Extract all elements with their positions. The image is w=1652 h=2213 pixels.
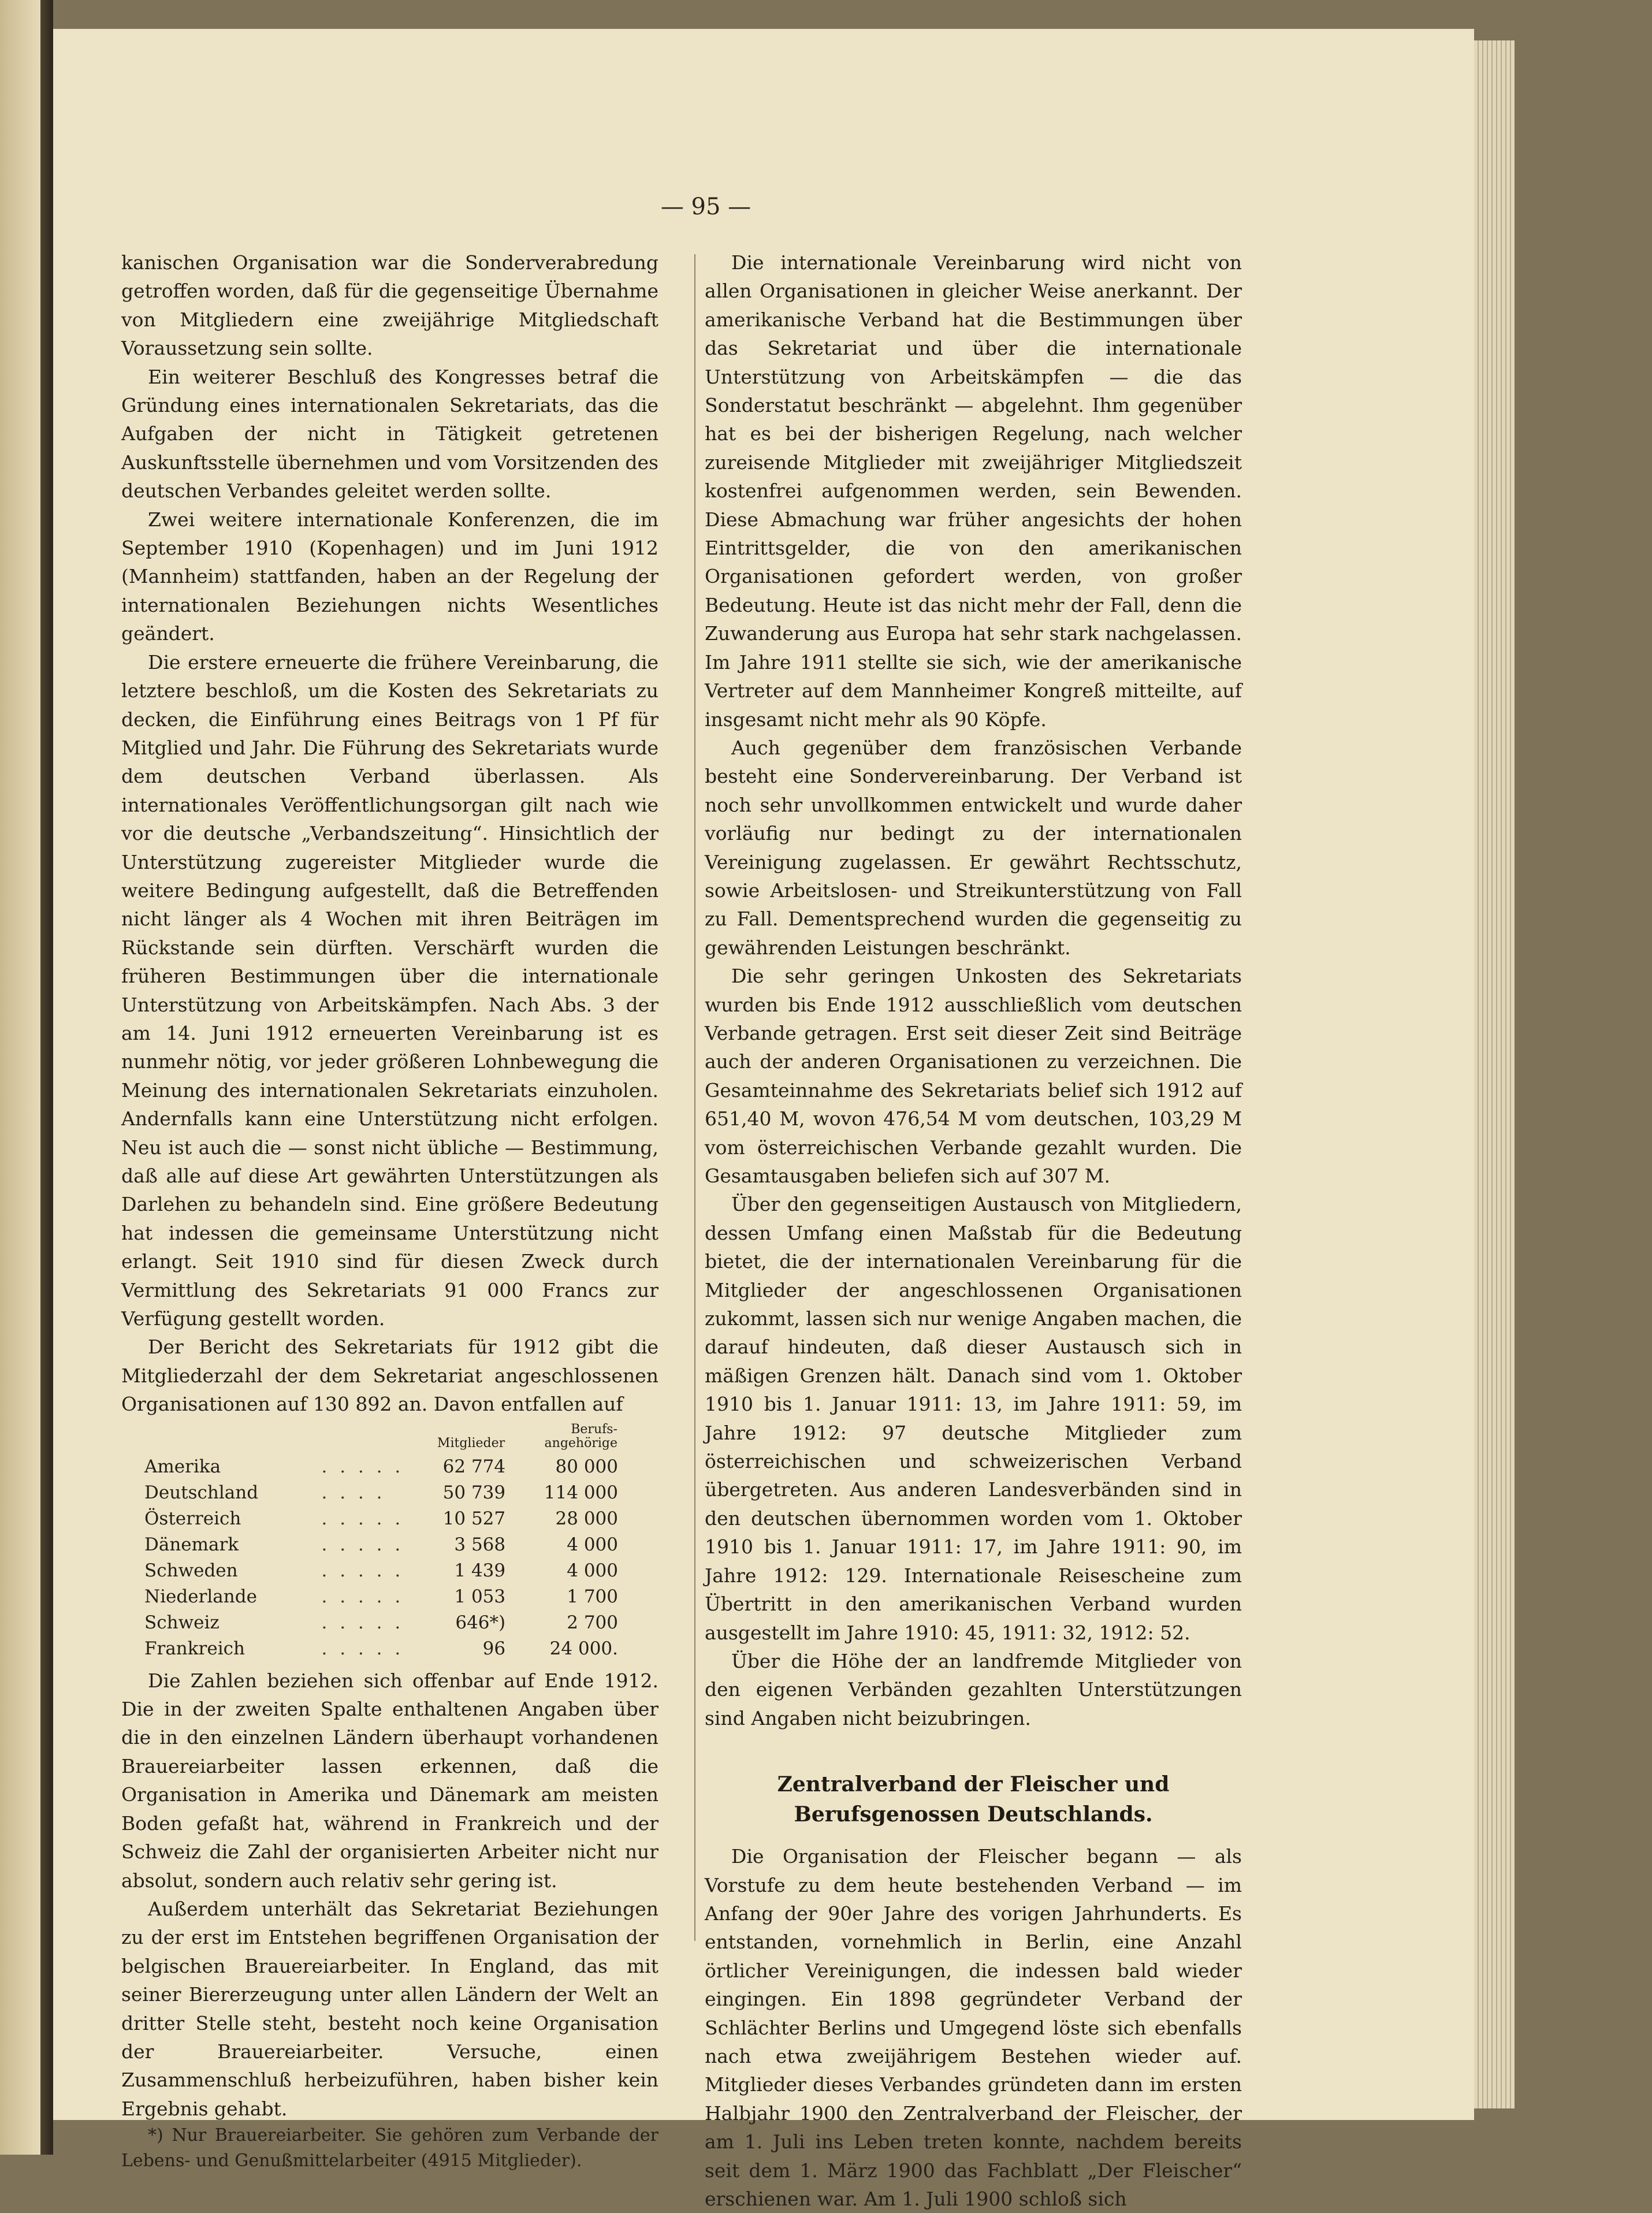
table-header-row: [144, 1422, 618, 1454]
country-cell: Niederlande: [144, 1586, 257, 1607]
footnote: *) Nur Brauereiarbeiter. Sie gehören zum Verbande der Lebens- und Genußmittelarbeiter (4915 Mitglieder).: [121, 2125, 658, 2171]
leader-dots: . . . . .: [321, 1534, 404, 1555]
paragraph: Die sehr geringen Unkosten des Sekretariats wurden bis Ende 1912 ausschließlich vom deutschen Verbande getragen. Erst seit dieser Zeit sind Beiträge auch der anderen Organisationen zu verzeichnen. Die Gesamteinnahme des Sekretariats belief sich 1912 auf 651,40 M, wovon 476,54 M vom deutschen, 103,29 M vom österreichischen Verbande gezahlt wurden. Die Gesamtausgaben beliefen sich auf 307 M.: [705, 965, 1242, 1187]
page-number: — 95 —: [660, 194, 751, 220]
leader-dots: . . . . .: [321, 1508, 404, 1529]
membership-table: [144, 1422, 618, 1662]
table-row: [144, 1636, 618, 1662]
right-column: [705, 248, 1242, 2213]
relatives-cell: 24 000.: [549, 1638, 618, 1659]
country-cell: Dänemark: [144, 1534, 239, 1555]
relatives-cell: 80 000: [555, 1456, 618, 1477]
leader-dots: . . . . .: [321, 1638, 404, 1659]
leader-dots: . . . . .: [321, 1612, 404, 1633]
members-cell: 1 439: [454, 1560, 506, 1581]
table-row: [144, 1480, 618, 1506]
leader-dots: . . . . .: [321, 1456, 404, 1477]
paragraph: Zwei weitere internationale Konferenzen, die im September 1910 (Kopenhagen) und im Juni 1912 (Mannheim) stattfanden, haben an der Regelung der internationalen Beziehungen nichts Wesentliches geändert.: [121, 508, 658, 645]
column-rule: [694, 254, 695, 1941]
relatives-cell: 4 000: [567, 1560, 618, 1581]
table-row: [144, 1610, 618, 1636]
members-cell: 10 527: [442, 1508, 506, 1529]
members-cell: 62 774: [442, 1456, 506, 1477]
country-cell: Schweden: [144, 1560, 238, 1581]
leader-dots: . . . .: [321, 1482, 386, 1503]
country-cell: Schweiz: [144, 1612, 219, 1633]
relatives-cell: 1 700: [567, 1586, 618, 1607]
relatives-cell: 114 000: [544, 1482, 618, 1503]
members-cell: 1 053: [454, 1586, 506, 1607]
paragraph: Über den gegenseitigen Austausch von Mitgliedern, dessen Umfang einen Maßstab für die Bedeutung bietet, die der internationalen Vereinbarung für die Mitglieder der angeschlossenen Organisationen zukommt, lassen sich nur wenige Angaben machen, die darauf hindeuten, daß dieser Austausch sich in mäßigen Grenzen hält. Danach sind vom 1. Oktober 1910 bis 1. Januar 1911: 13, im Jahre 1911: 59, im Jahre 1912: 97 deutsche Mitglieder zum österreichischen und schweizerischen Verband übergetreten. Aus anderen Landesverbänden sind in den deutschen übernommen worden vom 1. Oktober 1910 bis 1. Januar 1911: 17, im Jahre 1911: 90, im Jahre 1912: 129. Internationale Reisescheine zum Übertritt in den amerikanischen Verband wurden ausgestellt im Jahre 1910: 45, 1911: 32, 1912: 52.: [705, 1193, 1242, 1644]
paragraph: Über die Höhe der an landfremde Mitglieder von den eigenen Verbänden gezahlten Unterstützungen sind Angaben nicht beizubringen.: [705, 1649, 1242, 1730]
paragraph: Auch gegenüber dem französischen Verbande besteht eine Sondervereinbarung. Der Verband ist noch sehr unvollkommen entwickelt und wurde daher vorläufig nur bedingt zu der internationalen Vereinigung zugelassen. Er gewährt Rechtsschutz, sowie Arbeitslosen- und Streikunterstützung von Fall zu Fall. Dementsprechend wurden die gegenseitig zu gewährenden Leistungen beschränkt.: [705, 736, 1242, 959]
dots-header: [321, 1422, 410, 1454]
relatives-cell: 4 000: [567, 1534, 618, 1555]
country-cell: Frankreich: [144, 1638, 245, 1659]
relatives-cell: 2 700: [567, 1612, 618, 1633]
table-row: [144, 1506, 618, 1532]
country-cell: Amerika: [144, 1456, 221, 1477]
page-edges: [1474, 40, 1515, 2108]
paragraph: Außerdem unterhält das Sekretariat Beziehungen zu der erst im Entstehen begriffenen Organisation der belgischen Brauereiarbeiter. In England, das mit seiner Biererzeugung unter allen Ländern der Welt an dritter Stelle steht, besteht noch keine Organisation der Brauereiarbeiter. Versuche, einen Zusammenschluß herbeizuführen, haben bisher kein Ergebnis gehabt.: [121, 1897, 658, 2120]
paragraph: Die Organisation der Fleischer begann — als Vorstufe zu dem heute bestehenden Verband — im Anfang der 90er Jahre des vorigen Jahrhunderts. Es entstanden, vornehmlich in Berlin, eine Anzahl örtlicher Vereinigungen, die indessen bald wieder eingingen. Ein 1898 gegründeter Verband der Schlächter Berlins und Umgegend löste sich ebenfalls nach etwa zweijährigem Bestehen wieder auf. Mitglieder dieses Verbandes gründeten dann im ersten Halbjahr 1900 den Zentralverband der Fleischer, der am 1. Juli ins Leben treten konnte, nachdem bereits seit dem 1. März 1900 das Fachblatt „Der Fleischer“ erschienen war. Am 1. Juli 1900 schloß sich: [705, 1845, 1242, 2210]
book-gutter: [40, 0, 53, 2155]
country-header: [144, 1422, 321, 1454]
paragraph: Die Zahlen beziehen sich offenbar auf Ende 1912. Die in der zweiten Spalte enthaltenen Angaben über die in den einzelnen Ländern überhaupt vorhandenen Brauereiarbeiter lassen erkennen, daß die Organisation in Amerika und Dänemark am meisten Boden gefaßt hat, während in Frankreich und der Schweiz die Zahl der organisierten Arbeiter nicht nur absolut, sondern auch relativ sehr gering ist.: [121, 1669, 658, 1892]
leader-dots: . . . . .: [321, 1586, 404, 1607]
section-heading: Zentralverband der Fleischer und Berufsgenossen Deutschlands.: [777, 1772, 1170, 1827]
country-cell: Deutschland: [144, 1482, 259, 1503]
members-cell: 3 568: [454, 1534, 506, 1555]
facing-page-edge: [0, 0, 40, 2155]
leader-dots: . . . . .: [321, 1560, 404, 1581]
members-cell: 646*): [455, 1612, 506, 1633]
paragraph: Die erstere erneuerte die frühere Vereinbarung, die letztere beschloß, um die Kosten des Sekretariats zu decken, die Einführung eines Beitrags von 1 Pf für Mitglied und Jahr. Die Führung des Sekretariats wurde dem deutschen Verband überlassen. Als internationales Veröffentlichungsorgan gilt nach wie vor die deutsche „Verbandszeitung“. Hinsichtlich der Unterstützung zugereister Mitglieder wurde die weitere Bedingung aufgestellt, daß die Betreffenden nicht länger als 4 Wochen mit ihren Beiträgen im Rückstande sein dürften. Verschärft wurden die früheren Bestimmungen über die internationale Unterstützung von Arbeitskämpfen. Nach Abs. 3 der am 14. Juni 1912 erneuerten Vereinbarung ist es nunmehr nötig, vor jeder größeren Lohnbewegung die Meinung des internationalen Sekretariats einzuholen. Andernfalls kann eine Unterstützung nicht erfolgen. Neu ist auch die — sonst nicht übliche — Bestimmung, daß alle auf diese Art gewährten Unterstützungen als Darlehen zu behandeln sind. Eine größere Bedeutung hat indessen die gemeinsame Unterstützung nicht erlangt. Seit 1910 sind für diesen Zweck durch Vermittlung des Sekretariats 91 000 Francs zur Verfügung gestellt worden.: [121, 650, 658, 1330]
members-header: Mitglieder: [437, 1435, 505, 1450]
relatives-header: Berufs-angehörige: [544, 1422, 617, 1450]
paragraph: Die internationale Vereinbarung wird nicht von allen Organisationen in gleicher Weise anerkannt. Der amerikanische Verband hat die Bestimmungen über das Sekretariat und über die internationale Unterstützung von Arbeitskämpfen — die das Sonderstatut beschränkt — abgelehnt. Ihm gegenüber hat es bei der bisherigen Regelung, nach welcher zureisende Mitglieder mit zweijähriger Mitgliedszeit kostenfrei aufgenommen werden, sein Bewenden. Diese Abmachung war früher angesichts der hohen Eintrittsgelder, die von den amerikanischen Organisationen gefordert werden, von großer Bedeutung. Heute ist das nicht mehr der Fall, denn die Zuwanderung aus Europa hat sehr stark nachgelassen. Im Jahre 1911 stellte sie sich, wie der amerikanische Vertreter auf dem Mannheimer Kongreß mitteilte, auf insgesamt nicht mehr als 90 Köpfe.: [705, 251, 1242, 731]
table-row: [144, 1558, 618, 1584]
relatives-cell: 28 000: [555, 1508, 618, 1529]
table-row: [144, 1584, 618, 1610]
members-cell: 96: [482, 1638, 506, 1659]
table-row: [144, 1532, 618, 1558]
paragraph: Ein weiterer Beschluß des Kongresses betraf die Gründung eines internationalen Sekretariats, das die Aufgaben der nicht in Tätigkeit getretenen Auskunftsstelle übernehmen und vom Vorsitzenden des deutschen Verbandes geleitet werden sollte.: [121, 365, 658, 503]
paragraph: kanischen Organisation war die Sonderverabredung getroffen worden, daß für die gegenseitige Übernahme von Mitgliedern eine zweijährige Mitgliedschaft Voraussetzung sein sollte.: [121, 251, 658, 360]
table-row: [144, 1454, 618, 1480]
left-column: [121, 248, 658, 2174]
members-cell: 50 739: [442, 1482, 506, 1503]
country-cell: Österreich: [144, 1508, 241, 1529]
paragraph: Der Bericht des Sekretariats für 1912 gibt die Mitgliederzahl der dem Sekretariat angeschlossenen Organisationen auf 130 892 an. Davon entfallen auf: [121, 1336, 658, 1416]
